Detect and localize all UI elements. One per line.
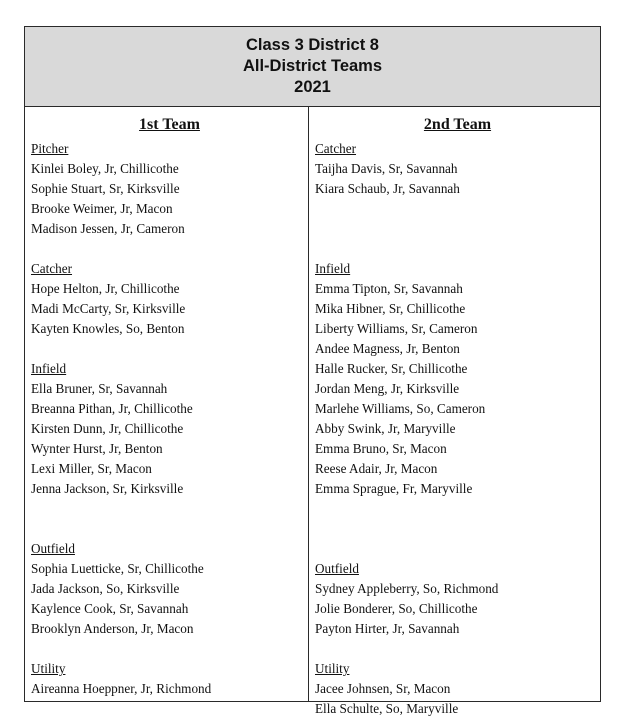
player-entry: Jordan Meng, Jr, Kirksville xyxy=(315,381,460,396)
player-entry: Ella Schulte, So, Maryville xyxy=(315,701,459,716)
second-team-utility-section xyxy=(315,659,600,719)
player-entry: Andee Magness, Jr, Benton xyxy=(315,341,460,356)
player-entry: Emma Bruno, Sr, Macon xyxy=(315,441,447,456)
player-entry: Emma Sprague, Fr, Maryville xyxy=(315,481,473,496)
player-entry: Breanna Pithan, Jr, Chillicothe xyxy=(31,401,193,416)
player-entry: Sophia Luetticke, Sr, Chillicothe xyxy=(31,561,204,576)
player-entry: Reese Adair, Jr, Macon xyxy=(315,461,438,476)
first-team-utility-section xyxy=(31,659,308,699)
second-team-catcher-section xyxy=(315,139,600,199)
section-title: Pitcher xyxy=(31,141,69,156)
player-entry: Halle Rucker, Sr, Chillicothe xyxy=(315,361,468,376)
second-team-column xyxy=(309,107,600,716)
first-team-column xyxy=(25,107,309,701)
section-title: Utility xyxy=(315,661,350,676)
first-team-title: 1st Team xyxy=(139,116,200,133)
player-entry: Kaylence Cook, Sr, Savannah xyxy=(31,601,189,616)
teams-table xyxy=(25,107,600,716)
section-title: Utility xyxy=(31,661,66,676)
player-entry: Taijha Davis, Sr, Savannah xyxy=(315,161,458,176)
second-team-title: 2nd Team xyxy=(423,116,492,133)
first-team-outfield-section xyxy=(31,539,308,639)
player-entry: Ella Bruner, Sr, Savannah xyxy=(31,381,168,396)
header-title: Class 3 District 8 xyxy=(246,36,379,54)
player-entry: Liberty Williams, Sr, Cameron xyxy=(315,321,478,336)
player-entry: Jada Jackson, So, Kirksville xyxy=(31,581,180,596)
section-title: Outfield xyxy=(31,541,75,556)
player-entry: Kayten Knowles, So, Benton xyxy=(31,321,185,336)
player-entry: Sophie Stuart, Sr, Kirksville xyxy=(31,181,180,196)
second-team-outfield-section xyxy=(315,559,600,639)
player-entry: Kiara Schaub, Jr, Savannah xyxy=(315,181,460,196)
player-entry: Jenna Jackson, Sr, Kirksville xyxy=(31,481,184,496)
all-district-document xyxy=(24,26,601,716)
player-entry: Wynter Hurst, Jr, Benton xyxy=(31,441,163,456)
player-entry: Brooklyn Anderson, Jr, Macon xyxy=(31,621,194,636)
second-team-infield-section xyxy=(315,259,600,499)
player-entry: Jacee Johnsen, Sr, Macon xyxy=(315,681,451,696)
player-entry: Jolie Bonderer, So, Chillicothe xyxy=(315,601,478,616)
player-entry: Hope Helton, Jr, Chillicothe xyxy=(31,281,180,296)
first-team-infield-section xyxy=(31,359,308,499)
player-entry: Aireanna Hoeppner, Jr, Richmond xyxy=(31,681,212,696)
player-entry: Brooke Weimer, Jr, Macon xyxy=(31,201,173,216)
first-team-pitcher-section xyxy=(31,139,308,239)
player-entry: Marlehe Williams, So, Cameron xyxy=(315,401,486,416)
player-entry: Kirsten Dunn, Jr, Chillicothe xyxy=(31,421,184,436)
player-entry: Madi McCarty, Sr, Kirksville xyxy=(31,301,186,316)
header-subtitle: All-District Teams xyxy=(242,57,383,75)
player-entry: Abby Swink, Jr, Maryville xyxy=(315,421,456,436)
player-entry: Kinlei Boley, Jr, Chillicothe xyxy=(31,161,179,176)
section-title: Infield xyxy=(31,361,67,376)
player-entry: Lexi Miller, Sr, Macon xyxy=(31,461,152,476)
section-title: Outfield xyxy=(315,561,359,576)
player-entry: Sydney Appleberry, So, Richmond xyxy=(315,581,499,596)
player-entry: Mika Hibner, Sr, Chillicothe xyxy=(315,301,466,316)
header-year: 2021 xyxy=(294,78,331,96)
first-team-catcher-section xyxy=(31,259,308,339)
section-title: Infield xyxy=(315,261,351,276)
player-entry: Madison Jessen, Jr, Cameron xyxy=(31,221,185,236)
player-entry: Emma Tipton, Sr, Savannah xyxy=(315,281,463,296)
section-title: Catcher xyxy=(31,261,73,276)
section-title: Catcher xyxy=(315,141,357,156)
document-header xyxy=(25,27,600,107)
player-entry: Payton Hirter, Jr, Savannah xyxy=(315,621,460,636)
